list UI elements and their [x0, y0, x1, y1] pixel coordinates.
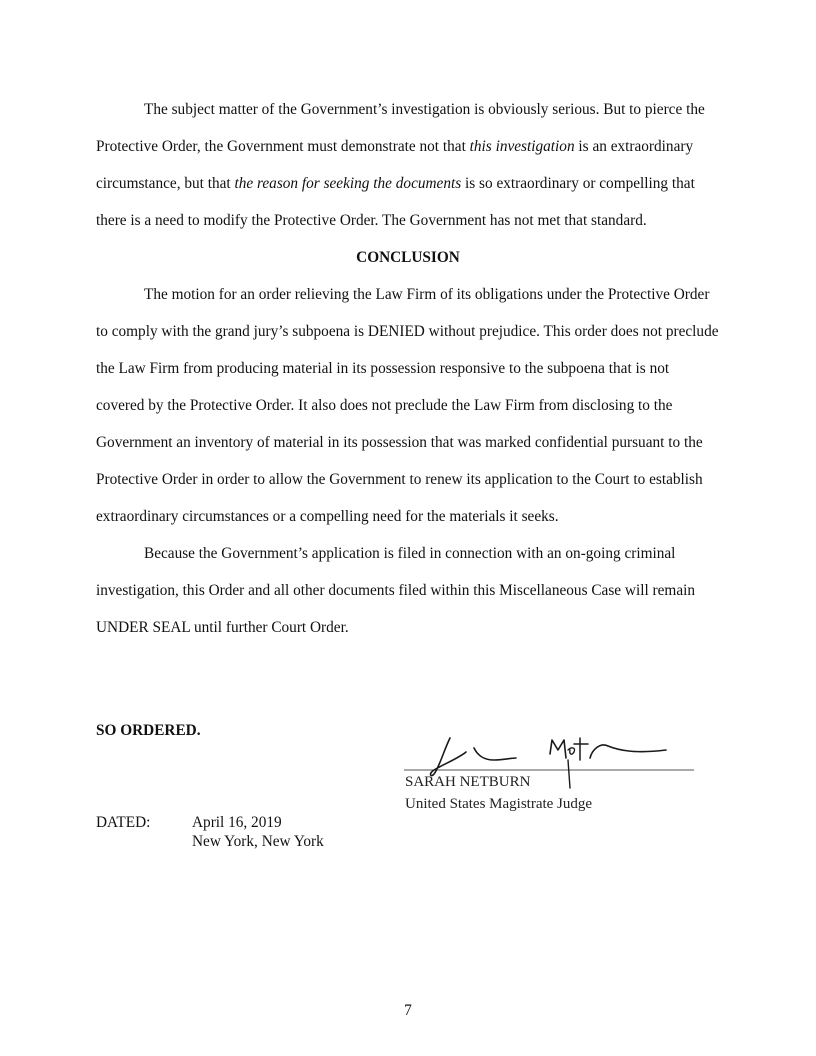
so-ordered: SO ORDERED. — [96, 722, 201, 739]
dated-date: April 16, 2019 — [192, 814, 282, 831]
paragraph-text: The subject matter of the Government’s investigation is obviously serious. But to pierce the Protective Order, the Government must demonstrate not that — [96, 101, 705, 155]
paragraph-motion-denied: The motion for an order relieving the Law Firm of its obligations under the Protective Order to comply with the grand jury’s subpoena is DENIED without prejudice. This order does not preclude the Law Firm from producing material in its possession responsive to the subpoena that is not covered by the Protective Order. It also does not preclude the Law Firm from disclosing to the Government an inventory of material in its possession that was marked confidential pursuant to the Protective Order in order to allow the Government to renew its application to the Court to establish extraordinary circumstances or a compelling need for the materials it seeks. — [96, 286, 719, 525]
document-body — [96, 91, 720, 646]
paragraph-under-seal: Because the Government’s application is filed in connection with an on-going criminal investigation, this Order and all other documents filed within this Miscellaneous Case will remain UNDER SEAL until further Court Order. — [96, 545, 696, 636]
conclusion-heading: CONCLUSION — [356, 249, 460, 266]
dated-label: DATED: — [96, 814, 151, 831]
dated-place: New York, New York — [192, 833, 324, 850]
signature-block — [404, 730, 704, 820]
paragraph-text: is so extraordinary or compelling that there is a need to modify the Protective Order. The Government has not met that standard. — [96, 175, 695, 229]
italic-phrase: the reason for seeking the documents — [234, 175, 462, 192]
paragraph-text: is an extraordinary circumstance, but that — [96, 138, 694, 192]
page-number: 7 — [404, 1002, 412, 1019]
signer-title: United States Magistrate Judge — [405, 796, 593, 812]
paragraph-investigation — [96, 91, 720, 239]
italic-phrase: this investigation — [469, 138, 575, 155]
signer-name: SARAH NETBURN — [405, 774, 531, 790]
